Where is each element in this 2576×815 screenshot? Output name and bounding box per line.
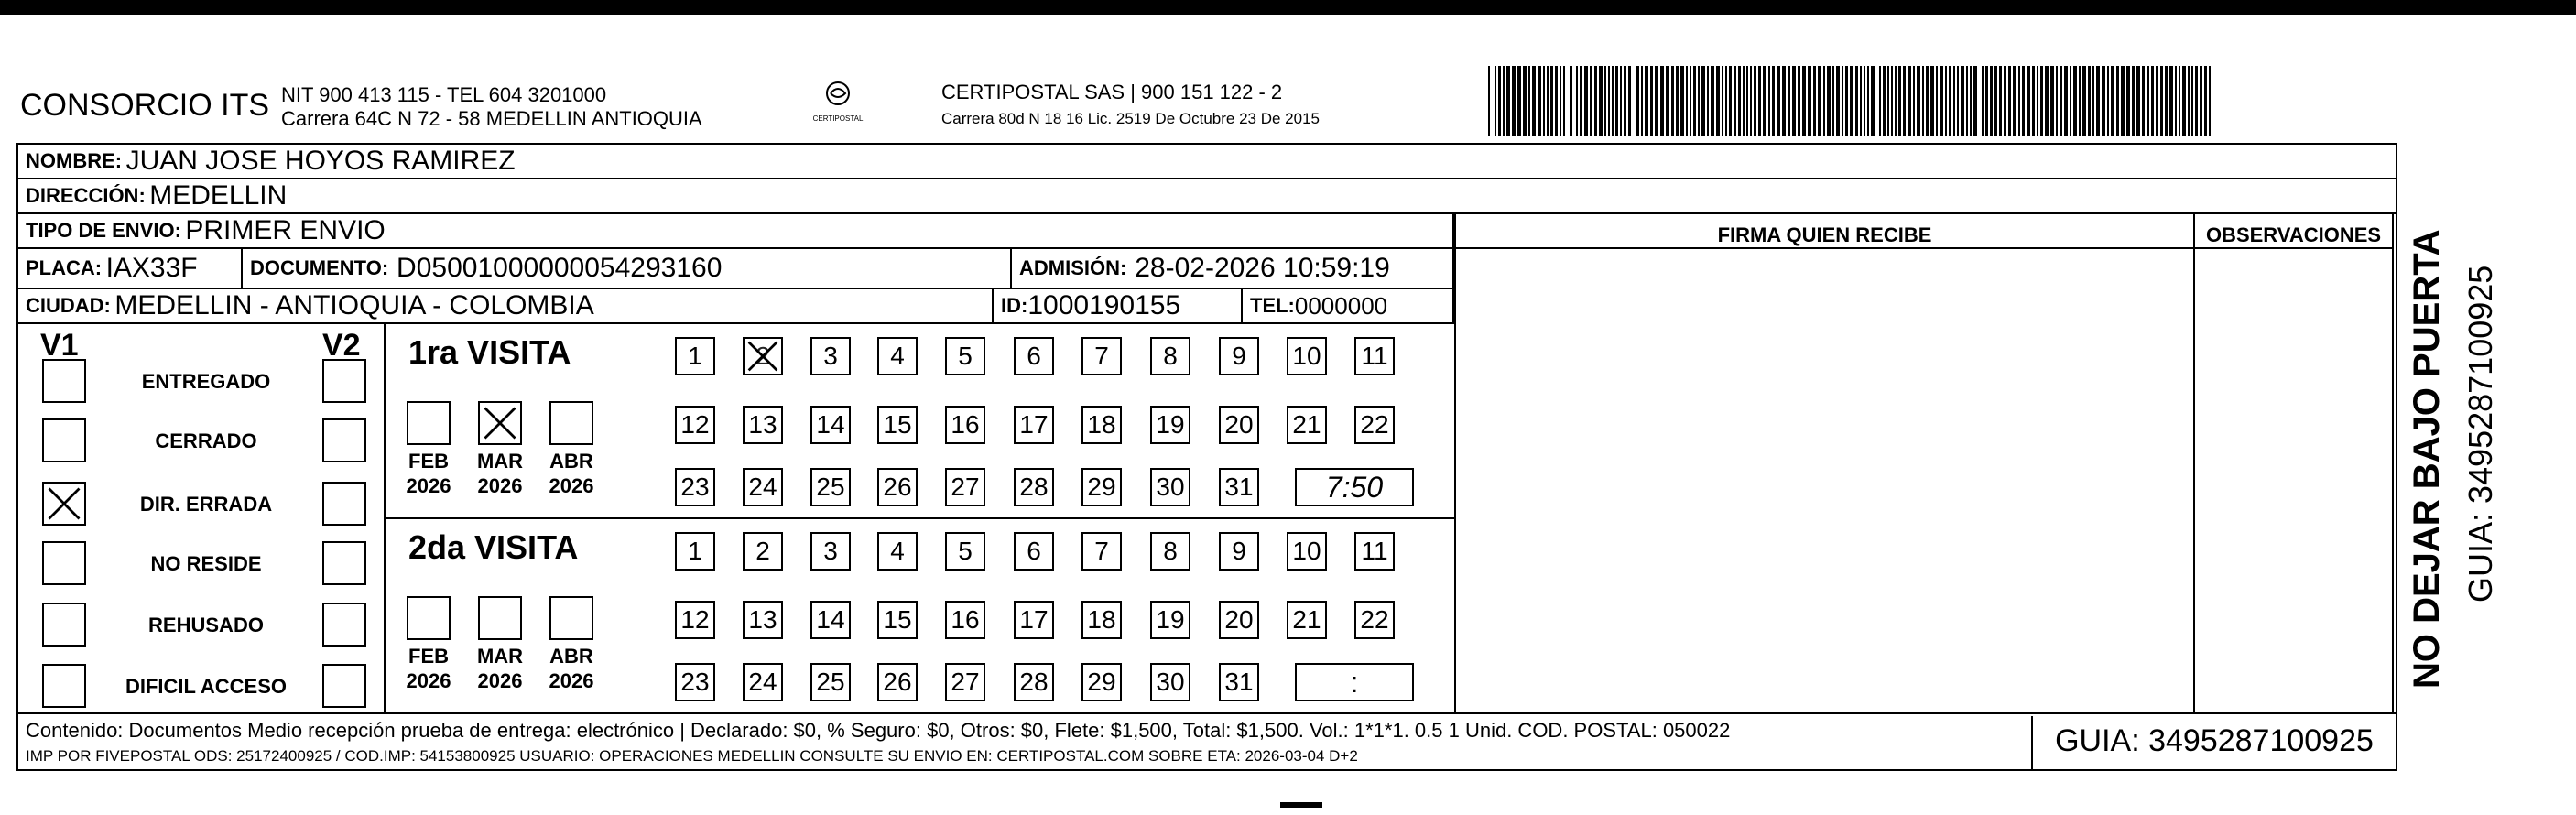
day-number: 25 (816, 473, 845, 501)
day-box[interactable] (810, 337, 851, 375)
day-number: 5 (958, 537, 973, 565)
day-number: 21 (1292, 410, 1321, 439)
month-name: ABR (549, 450, 593, 473)
day-box[interactable] (1219, 468, 1259, 506)
day-number: 29 (1087, 668, 1116, 696)
month-year: 2026 (477, 474, 523, 497)
nombre-value: JUAN JOSE HOYOS RAMIREZ (125, 146, 516, 176)
obs-right-divider (2392, 214, 2394, 714)
reason-label: DIR. ERRADA (139, 493, 273, 516)
day-number: 10 (1292, 342, 1321, 370)
tipo-value: PRIMER ENVIO (185, 215, 386, 245)
day-number: 4 (890, 342, 905, 370)
day-box[interactable] (1014, 532, 1054, 570)
day-box[interactable] (945, 406, 985, 444)
day-box[interactable] (675, 337, 715, 375)
day-number: 24 (748, 473, 777, 501)
day-box[interactable] (743, 532, 783, 570)
time-field[interactable]: : (1295, 663, 1414, 701)
month-checkbox-mar[interactable] (478, 596, 522, 640)
day-number: 8 (1163, 342, 1178, 370)
day-box[interactable] (1354, 406, 1395, 444)
day-number: 16 (951, 605, 980, 634)
courier-logo (806, 81, 870, 123)
reason-label: NO RESIDE (150, 552, 262, 575)
barcode-icon (1488, 66, 2221, 136)
tel-label: TEL: (1250, 294, 1295, 317)
day-box[interactable] (877, 468, 918, 506)
day-box[interactable] (1014, 468, 1054, 506)
day-box[interactable] (945, 601, 985, 639)
day-number: 2 (755, 537, 770, 565)
month-name: ABR (549, 645, 593, 668)
day-number: 15 (883, 605, 912, 634)
day-number: 23 (680, 668, 710, 696)
day-number: 27 (951, 473, 980, 501)
day-number: 28 (1019, 668, 1049, 696)
day-number: 22 (1360, 410, 1389, 439)
day-number: 26 (883, 473, 912, 501)
day-number: 8 (1163, 537, 1178, 565)
v2-checkbox[interactable] (322, 418, 366, 462)
v2-checkbox[interactable] (322, 541, 366, 585)
day-number: 9 (1232, 537, 1246, 565)
day-box[interactable] (1150, 406, 1190, 444)
obs-left-divider (2193, 214, 2195, 714)
month-checkbox-mar[interactable] (478, 401, 522, 445)
day-box[interactable] (743, 468, 783, 506)
day-box[interactable] (1150, 532, 1190, 570)
day-box[interactable] (810, 406, 851, 444)
day-number: 31 (1224, 668, 1254, 696)
day-box[interactable] (1081, 601, 1122, 639)
day-box[interactable] (743, 406, 783, 444)
month-checkbox-feb[interactable] (407, 596, 451, 640)
month-name: MAR (476, 645, 524, 668)
side-guia: GUIA: 3495287100925 (2462, 265, 2499, 603)
v1-checkbox[interactable] (42, 418, 86, 462)
day-number: 30 (1156, 668, 1185, 696)
day-box[interactable] (743, 663, 783, 701)
day-box[interactable] (877, 663, 918, 701)
day-number: 15 (883, 410, 912, 439)
day-number: 6 (1027, 537, 1041, 565)
placa-row (18, 249, 1454, 289)
day-box[interactable] (1081, 663, 1122, 701)
day-number: 20 (1224, 605, 1254, 634)
day-number: 31 (1224, 473, 1254, 501)
day-box[interactable] (1219, 337, 1259, 375)
day-box[interactable] (945, 337, 985, 375)
month-year: 2026 (549, 669, 594, 692)
day-box[interactable] (945, 468, 985, 506)
day-box[interactable] (1219, 532, 1259, 570)
day-number: 3 (823, 537, 838, 565)
day-number: 24 (748, 668, 777, 696)
day-box[interactable] (743, 601, 783, 639)
day-number: 6 (1027, 342, 1041, 370)
day-number: 14 (816, 410, 845, 439)
placa-cell (18, 249, 243, 288)
day-number: 1 (688, 537, 702, 565)
courier-logo-text: CERTIPOSTAL (812, 114, 864, 123)
day-box[interactable] (1014, 663, 1054, 701)
day-box[interactable] (1150, 601, 1190, 639)
day-number: 7 (1094, 342, 1109, 370)
day-box[interactable] (1081, 406, 1122, 444)
day-box[interactable] (1354, 601, 1395, 639)
month-year: 2026 (406, 474, 451, 497)
day-box[interactable] (675, 601, 715, 639)
ciudad-cell (18, 289, 994, 322)
day-number: 12 (680, 605, 710, 634)
placa-value: IAX33F (105, 253, 198, 283)
footer-guia-divider (2031, 716, 2033, 769)
day-number: 11 (1361, 537, 1388, 565)
reason-label: REHUSADO (148, 614, 264, 636)
day-number: 13 (748, 605, 777, 634)
footer-content-line: Contenido: Documentos Medio recepción prueba de entrega: electrónico | Declarado: $0, % Seguro: $0, Otros: $0, Flete: $1,500, Total: $1,500. Vol.: 1*1*1. 0.5 1 Unid. COD. POSTAL: 050022 (26, 719, 1731, 742)
v1-checkbox[interactable] (42, 664, 86, 708)
month-year: 2026 (406, 669, 451, 692)
courier-address: Carrera 80d N 18 16 Lic. 2519 De Octubre 23 De 2015 (941, 110, 1320, 127)
tel-cell (1243, 289, 1387, 322)
day-box[interactable] (1081, 532, 1122, 570)
day-box[interactable] (1354, 337, 1395, 375)
day-number: 5 (958, 342, 973, 370)
day-number: 4 (890, 537, 905, 565)
footer-print-line: IMP POR FIVEPOSTAL ODS: 25172400925 / COD.IMP: 54153800925 USUARIO: OPERACIONES MEDELLIN CONSULTE SU ENVIO EN: CERTIPOSTAL.COM SOBRE ETA: 2026-03-04 D+2 (26, 747, 1358, 765)
day-number: 22 (1360, 605, 1389, 634)
side-warning: NO DEJAR BAJO PUERTA (2407, 229, 2447, 689)
company-brand: CONSORCIO ITS (20, 88, 270, 123)
day-box[interactable] (1081, 468, 1122, 506)
reason-label: ENTREGADO (141, 370, 271, 393)
day-number: 2 (755, 342, 770, 370)
day-box[interactable] (675, 468, 715, 506)
day-box[interactable] (1150, 468, 1190, 506)
admision-cell (1012, 249, 1390, 288)
day-box[interactable] (1287, 337, 1327, 375)
day-box[interactable] (1287, 406, 1327, 444)
day-box[interactable] (877, 601, 918, 639)
ciudad-row (18, 289, 1454, 324)
courier-name: CERTIPOSTAL SAS | 900 151 122 - 2 (941, 81, 1283, 103)
day-number: 1 (688, 342, 702, 370)
day-box[interactable] (1081, 337, 1122, 375)
day-number: 28 (1019, 473, 1049, 501)
day-number: 11 (1361, 342, 1388, 370)
v1-checkbox[interactable] (42, 603, 86, 647)
ciudad-label: CIUDAD: (26, 294, 111, 317)
admision-label: ADMISIÓN: (1019, 256, 1127, 279)
reason-label: CERRADO (155, 429, 257, 452)
bottom-mark (1280, 802, 1322, 808)
day-number: 21 (1292, 605, 1321, 634)
reasons-divider (384, 324, 386, 714)
day-box[interactable] (877, 406, 918, 444)
company-address: Carrera 64C N 72 - 58 MEDELLIN ANTIOQUIA (281, 107, 702, 130)
day-number: 29 (1087, 473, 1116, 501)
day-number: 17 (1019, 410, 1049, 439)
day-box[interactable] (810, 532, 851, 570)
day-number: 23 (680, 473, 710, 501)
day-box[interactable] (1287, 532, 1327, 570)
tipo-label: TIPO DE ENVIO: (26, 219, 181, 242)
company-nit: NIT 900 413 115 - TEL 604 3201000 (281, 83, 607, 106)
day-box[interactable] (810, 663, 851, 701)
day-box[interactable] (1219, 601, 1259, 639)
day-box[interactable] (877, 337, 918, 375)
day-number: 25 (816, 668, 845, 696)
day-number: 19 (1156, 605, 1185, 634)
direccion-label: DIRECCIÓN: (26, 184, 146, 207)
day-box[interactable] (743, 337, 783, 375)
v2-checkbox[interactable] (322, 482, 366, 526)
day-box[interactable] (1014, 337, 1054, 375)
tel-value: 0000000 (1294, 291, 1388, 320)
ciudad-value: MEDELLIN - ANTIOQUIA - COLOMBIA (114, 290, 594, 321)
day-number: 16 (951, 410, 980, 439)
visit-title: 2da VISITA (408, 528, 579, 566)
day-box[interactable] (1150, 337, 1190, 375)
day-number: 12 (680, 410, 710, 439)
direccion-value: MEDELLIN (149, 180, 288, 211)
id-cell (994, 289, 1243, 322)
v2-header: V2 (322, 328, 361, 363)
day-box[interactable] (1287, 601, 1327, 639)
day-box[interactable] (810, 601, 851, 639)
id-value: 1000190155 (1027, 290, 1181, 321)
visit-divider (386, 517, 1454, 519)
day-box[interactable] (1014, 406, 1054, 444)
v2-checkbox[interactable] (322, 359, 366, 403)
day-box[interactable] (675, 532, 715, 570)
day-box[interactable] (1150, 663, 1190, 701)
month-name: MAR (476, 450, 524, 473)
firma-left-divider (1454, 214, 1456, 714)
day-number: 30 (1156, 473, 1185, 501)
day-box[interactable] (1354, 532, 1395, 570)
day-number: 3 (823, 342, 838, 370)
day-number: 27 (951, 668, 980, 696)
direccion-row (18, 179, 2396, 214)
observaciones-label: OBSERVACIONES (2205, 223, 2382, 246)
day-box[interactable] (1219, 663, 1259, 701)
month-checkbox-abr[interactable] (549, 596, 593, 640)
day-number: 19 (1156, 410, 1185, 439)
tipo-row (18, 214, 1454, 249)
visit-title: 1ra VISITA (408, 333, 571, 371)
day-number: 7 (1094, 537, 1109, 565)
top-black-bar (0, 0, 2576, 15)
month-year: 2026 (549, 474, 594, 497)
day-number: 17 (1019, 605, 1049, 634)
day-box[interactable] (1219, 406, 1259, 444)
day-box[interactable] (945, 532, 985, 570)
month-year: 2026 (477, 669, 523, 692)
courier-logo-icon (820, 81, 856, 110)
v1-checkbox[interactable] (42, 359, 86, 403)
v2-checkbox[interactable] (322, 664, 366, 708)
nombre-row (18, 145, 2396, 179)
documento-value: D05001000000054293160 (397, 253, 723, 283)
sign-header-line (1456, 247, 2394, 249)
day-number: 18 (1087, 605, 1116, 634)
day-box[interactable] (945, 663, 985, 701)
day-number: 18 (1087, 410, 1116, 439)
footer-guia: GUIA: 3495287100925 (2055, 723, 2374, 758)
nombre-label: NOMBRE: (26, 149, 123, 172)
day-number: 13 (748, 410, 777, 439)
time-field[interactable]: 7:50 (1295, 468, 1414, 506)
placa-label: PLACA: (26, 256, 103, 279)
day-number: 10 (1292, 537, 1321, 565)
v1-checkbox[interactable] (42, 482, 86, 526)
day-number: 20 (1224, 410, 1254, 439)
id-label: ID: (1001, 294, 1028, 317)
day-box[interactable] (675, 406, 715, 444)
firma-label: FIRMA QUIEN RECIBE (1717, 223, 1932, 246)
reason-label: DIFICIL ACCESO (125, 675, 287, 698)
footer-top-line (18, 712, 2396, 714)
v2-checkbox[interactable] (322, 603, 366, 647)
v1-header: V1 (40, 328, 79, 363)
day-box[interactable] (675, 663, 715, 701)
day-number: 14 (816, 605, 845, 634)
day-number: 26 (883, 668, 912, 696)
day-number: 9 (1232, 342, 1246, 370)
documento-label: DOCUMENTO: (250, 256, 389, 279)
v1-checkbox[interactable] (42, 541, 86, 585)
month-name: FEB (408, 645, 449, 668)
day-box[interactable] (810, 468, 851, 506)
month-checkbox-feb[interactable] (407, 401, 451, 445)
documento-cell (243, 249, 1012, 288)
day-box[interactable] (877, 532, 918, 570)
admision-value: 28-02-2026 10:59:19 (1135, 253, 1390, 283)
day-box[interactable] (1014, 601, 1054, 639)
month-name: FEB (408, 450, 449, 473)
month-checkbox-abr[interactable] (549, 401, 593, 445)
